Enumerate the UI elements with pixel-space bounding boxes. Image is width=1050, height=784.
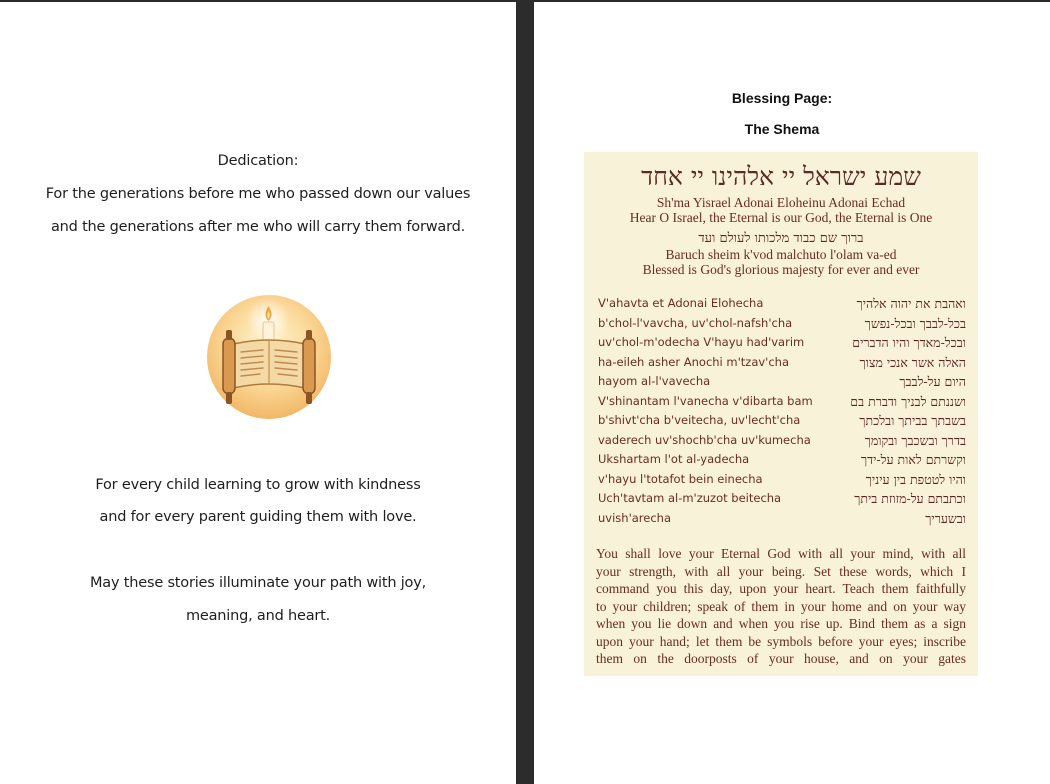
verse-row [598,433,966,452]
transliteration-line-2: Baruch sheim k'vod malchuto l'olam va-ed [665,247,897,262]
child-line-1: For every child learning to grow with kindness [95,477,421,493]
english-line: to your children; speak of them in your home and on your way [596,598,966,614]
right-page [534,2,1050,784]
shema-prayer-card [584,152,978,676]
verse-row [598,472,966,491]
verse-hebrew: ובכל-מאדך והיו הדברים [852,335,966,350]
english-line: them on the doorposts of your house, and on your gates [596,651,966,666]
verse-transliteration: v'hayu l'totafot bein einecha [598,471,763,486]
english-line: You shall love your Eternal God with all your mind, with all [596,546,966,561]
verse-transliteration: b'shivt'cha b'veitecha, uv'lecht'cha [598,413,801,427]
page-gutter [516,0,534,784]
verse-row [598,491,966,510]
verse-transliteration: b'chol-l'vavcha, uv'chol-nafsh'cha [598,315,793,330]
verse-transliteration: Ukshartam l'ot al-yadecha [598,452,750,466]
closing-line-1: May these stories illuminate your path with joy, [89,575,427,591]
verse-hebrew: בדרך ובשכבך ובקומך [864,432,966,448]
verse-hebrew: בכל-לבבך ובכל-נפשך [864,315,966,331]
dedication-line-2: and the generations after me who will carry them forward. [50,219,465,235]
child-line-2: and for every parent guiding them with love. [99,509,417,525]
verse-row [598,413,966,432]
dedication-line-1: For the generations before me who passed down our values [45,186,471,202]
candle-and-scroll-icon [205,292,333,422]
verse-hebrew: ואהבת את יהוה אלהיך [856,296,966,311]
shema-heading: The Shema [744,121,820,137]
verse-row [598,394,966,413]
verse-row [598,511,966,530]
verse-hebrew: בשבתך בביתך ובלכתך [859,413,966,428]
verse-hebrew: וכתבתם על-מזוזת ביתך [854,491,966,506]
verse-row [598,335,966,354]
verse-transliteration: hayom al-l'vavecha [598,374,711,388]
verse-transliteration: V'shinantam l'vanecha v'dibarta bam [598,393,813,408]
verse-transliteration: ha-eileh asher Anochi m'tzav'cha [598,354,789,369]
blessing-page-heading: Blessing Page: [731,90,833,106]
english-line: your strength, with all your being. Set these words, which I [596,563,966,579]
dedication-heading: Dedication: [217,153,299,169]
hebrew-line-2: ברוך שם כבוד מלכותו לעולם ועד [698,231,864,246]
verse-row [598,296,966,315]
translation-line: Hear O Israel, the Eternal is our God, the Eternal is One [629,210,933,225]
verse-hebrew: האלה אשר אנכי מצוך [859,354,966,370]
left-page [0,2,516,784]
verse-row [598,355,966,374]
english-translation [596,545,966,668]
verse-hebrew: היום על-לבבך [899,374,966,389]
verse-transliteration: vaderech uv'shochb'cha uv'kumecha [598,432,811,447]
verse-hebrew: ושננתם לבניך ודברת בם [850,393,966,409]
translation-line-2: Blessed is God's glorious majesty for ever and ever [642,262,920,277]
verse-row [598,452,966,471]
verse-row [598,316,966,335]
verse-hebrew: והיו לטטפת בין עיניך [865,471,966,487]
verse-transliteration: uvish'arecha [598,510,671,525]
hebrew-title: שמע ישראל יי אלהינו יי אחד [641,162,921,191]
verse-transliteration: uv'chol-m'odecha V'hayu had'varim [598,335,805,349]
english-line: when you lie down and when you rise up. Bind them as a sign [596,616,966,631]
verse-hebrew: ובשעריך [925,510,966,526]
verse-transliteration: Uch'tavtam al-m'zuzot beitecha [598,491,782,505]
verse-row [598,374,966,393]
english-line: upon your hand; let them be symbols before your eyes; inscribe [596,633,966,649]
closing-line-2: meaning, and heart. [185,608,331,624]
verse-hebrew: וקשרתם לאות על-ידך [861,452,966,467]
english-line: command you this day, upon your heart. Teach them faithfully [596,581,966,596]
transliteration-line: Sh'ma Yisrael Adonai Eloheinu Adonai Echad [656,195,906,210]
verse-transliteration: V'ahavta et Adonai Elohecha [598,296,764,310]
